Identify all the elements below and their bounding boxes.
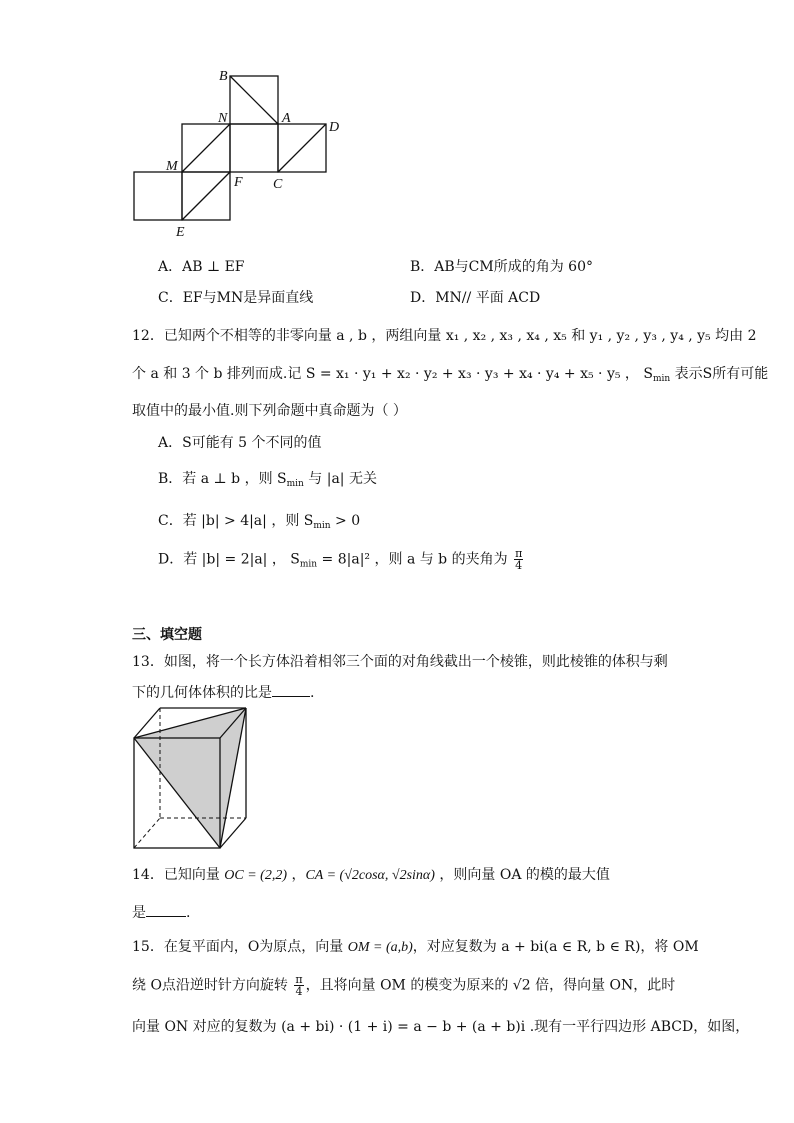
q14-line-2-text: 是: [132, 905, 146, 921]
q12-option-d-fraction: [514, 548, 523, 571]
q15-fraction: [294, 974, 303, 997]
q11-option-d: D．MN// 平面 ACD: [410, 290, 541, 306]
q12-line-2-text: 个 a 和 3 个 b 排列而成.记 S = x₁ · y₁ + x₂ · y₂ + x₃ · y₃ + x₄ · y₄ + x₅ · y₅ ， S: [132, 366, 653, 382]
q15-line-2-pre: 绕 O点沿逆时针方向旋转: [132, 977, 293, 994]
q12-option-b-pre: B．若 a ⊥ b ，则 S: [158, 471, 287, 487]
q13-line-2-text: 下的几何体体积的比是: [132, 685, 272, 701]
q12-option-b: [158, 468, 377, 489]
q15-line-2-post: ，且将向量 OM 的模变为原来的 √2 倍，得向量 ON，此时: [305, 977, 676, 994]
hidden-edge-bottom: [134, 818, 160, 848]
q12-line-2: [132, 363, 768, 384]
net-diagonal-FE: [182, 172, 230, 220]
q12-option-d-frac-num: π: [515, 547, 523, 560]
q15-line-1: [132, 936, 699, 956]
q12-option-d-sub: min: [299, 559, 318, 570]
q14-line-2: 是 .: [132, 905, 191, 921]
q15-frac-num: π: [295, 973, 303, 986]
label-M: M: [166, 159, 178, 174]
label-D: D: [329, 120, 340, 135]
q11-option-b: B．AB与CM所成的角为 60°: [410, 259, 593, 275]
q15-frac-den: 4: [295, 985, 303, 998]
q12-option-d-frac-den: 4: [515, 559, 523, 572]
q12-option-c-post: > 0: [330, 513, 361, 529]
q12-option-d: [158, 548, 525, 571]
cuboid-pyramid-figure: [126, 700, 256, 855]
q12-option-c-sub: min: [313, 521, 331, 531]
net-diagonal-NM: [182, 124, 230, 172]
net-diagonal-BA: [230, 76, 278, 124]
net-square-mid-2: [230, 124, 278, 172]
net-square-bot-1: [134, 172, 182, 220]
q15-line-1-pre: 15．在复平面内，O为原点，向量: [132, 939, 348, 955]
q15-line-1-post: ，将 OM: [640, 939, 699, 955]
q11-option-c: C．EF与MN是异面直线: [158, 290, 314, 306]
q12-option-b-sub: min: [286, 479, 304, 489]
q15-line-3: 向量 ON 对应的复数为 (a + bi) · (1 + i) = a − b + (a + b)i .现有一平行四边形 ABCD，如图，: [132, 1019, 750, 1035]
q12-option-a: A．S可能有 5 个不同的值: [158, 435, 322, 451]
q15-line-1-mid: ，对应复数为 a + bi(a ∈ R, b ∈ R): [412, 939, 641, 955]
shaded-pyramid-face: [134, 708, 246, 848]
q14-answer-blank[interactable]: [146, 904, 186, 917]
q12-line-2-sub: min: [652, 374, 671, 384]
q12-option-b-post: 与 |a| 无关: [303, 471, 377, 487]
label-E: E: [176, 225, 185, 240]
q15-line-2: [132, 974, 675, 997]
q15-om: OM = (a,b): [347, 940, 413, 955]
net-diagonal-DC: [278, 124, 326, 172]
q12-option-d-mid: = 8|a|² ，则 a 与 b 的夹角为: [317, 551, 513, 568]
q13-line-2: 下的几何体体积的比是 .: [132, 685, 315, 701]
label-N: N: [218, 111, 228, 126]
q12-option-c: [158, 510, 360, 531]
q12-line-1: 12．已知两个不相等的非零向量 a , b ，两组向量 x₁ , x₂ , x₃ , x₄ , x₅ 和 y₁ , y₂ , y₃ , y₄ , y₅ 均由 2: [132, 328, 757, 344]
q12-option-d-pre: D．若 |b| = 2|a| ， S: [158, 551, 300, 568]
label-A: A: [282, 111, 291, 126]
q13-line-1: 13．如图，将一个长方体沿着相邻三个面的对角线截出一个棱锥，则此棱锥的体积与剩: [132, 654, 668, 670]
q14-oc: OC = (2,2): [224, 868, 287, 883]
q14-ca: CA = (√2cosα, √2sinα): [305, 868, 435, 883]
cube-net-figure: [120, 66, 350, 246]
q12-line-2-tail: 表示S所有可能: [670, 366, 769, 382]
q14-sep: ，: [287, 867, 306, 883]
label-F: F: [234, 175, 243, 190]
label-B: B: [219, 69, 228, 84]
label-C: C: [273, 177, 283, 192]
q12-line-3: 取值中的最小值.则下列命题中真命题为（ ）: [132, 403, 407, 419]
q12-option-c-pre: C．若 |b| > 4|a| ，则 S: [158, 513, 314, 529]
section-3-title: 三、填空题: [132, 627, 202, 643]
q14-line-1: [132, 864, 610, 884]
q14-post: ，则向量 OA 的模的最大值: [434, 867, 610, 883]
q14-pre: 14．已知向量: [132, 867, 225, 883]
q13-answer-blank[interactable]: [272, 684, 310, 697]
q11-option-a: A．AB ⊥ EF: [158, 259, 245, 275]
